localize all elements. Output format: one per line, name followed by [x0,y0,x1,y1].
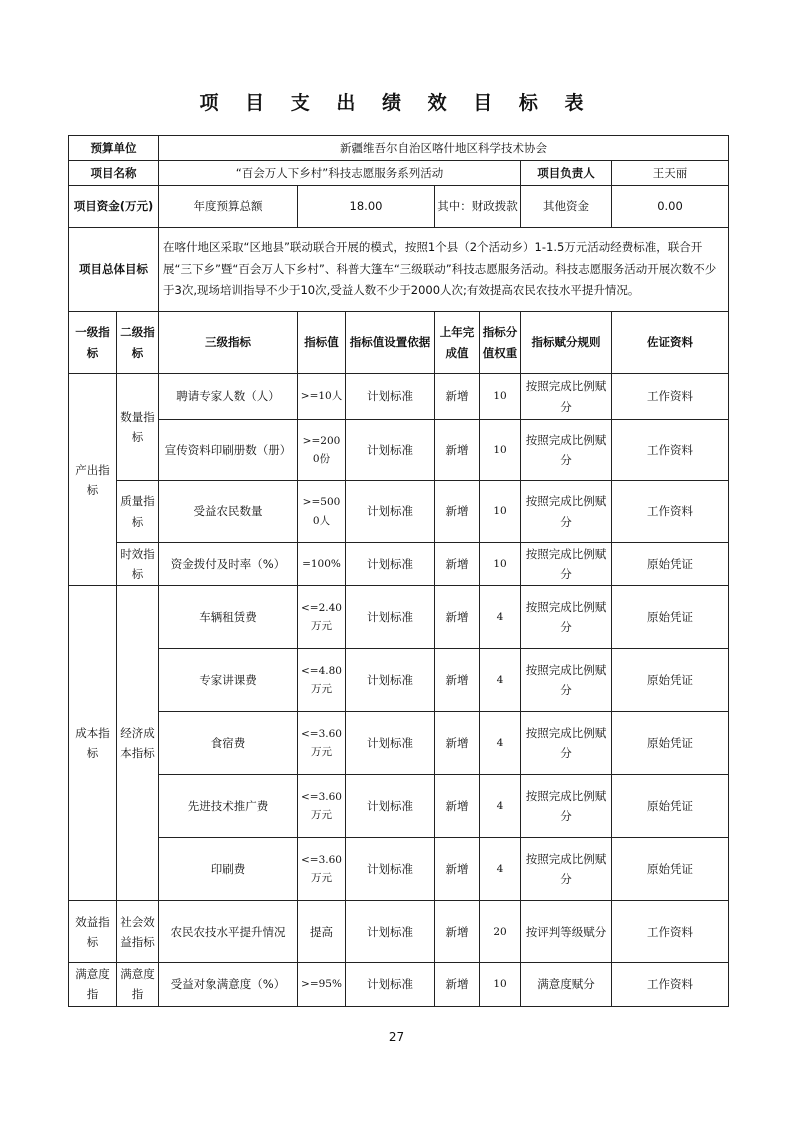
budget-unit-label: 预算单位 [69,136,159,161]
performance-target-table [68,135,729,1007]
indicator-name: 食宿费 [159,712,298,775]
indicator-last: 新增 [435,374,480,420]
indicator-name: 宣传资料印刷册数（册） [159,420,298,481]
indicator-evidence: 原始凭证 [612,775,729,838]
indicator-basis: 计划标准 [346,586,435,649]
indicator-last: 新增 [435,838,480,901]
table-row [69,543,729,586]
indicator-value: >=5000人 [298,481,346,543]
annual-budget-value: 18.00 [298,186,435,228]
overall-goal-label: 项目总体目标 [69,228,159,312]
indicator-rule: 按照完成比例赋分 [521,543,612,586]
level2-satisfaction: 满意度指 [117,963,159,1006]
indicator-weight: 10 [480,374,521,420]
col-header: 二级指标 [117,312,159,374]
page-title: 项 目 支 出 绩 效 目 标 表 [199,92,594,114]
indicator-rule: 按照完成比例赋分 [521,838,612,901]
project-name-value: “百会万人下乡村”科技志愿服务系列活动 [159,161,521,186]
other-funds-label: 其他资金 [521,186,612,228]
level2-timeliness: 时效指标 [117,543,159,586]
indicator-evidence: 工作资料 [612,901,729,963]
indicator-last: 新增 [435,963,480,1006]
annual-budget-label: 年度预算总额 [159,186,298,228]
indicator-weight: 4 [480,586,521,649]
indicator-weight: 4 [480,712,521,775]
indicator-evidence: 原始凭证 [612,649,729,712]
col-header: 指标值 [298,312,346,374]
funds-label: 项目资金(万元) [69,186,159,228]
indicator-rule: 按评判等级赋分 [521,901,612,963]
indicator-rule: 满意度赋分 [521,963,612,1006]
indicator-rule: 按照完成比例赋分 [521,481,612,543]
col-header: 佐证资料 [612,312,729,374]
page-number: 27 [388,1030,405,1044]
indicator-rule: 按照完成比例赋分 [521,420,612,481]
col-header: 上年完成值 [435,312,480,374]
indicator-weight: 10 [480,481,521,543]
column-header-row [69,312,729,374]
indicator-name: 资金拨付及时率（%） [159,543,298,586]
project-lead-value: 王天丽 [612,161,729,186]
indicator-weight: 10 [480,963,521,1006]
indicator-last: 新增 [435,543,480,586]
project-lead-label: 项目负责人 [521,161,612,186]
table-row [69,963,729,1006]
indicator-basis: 计划标准 [346,901,435,963]
indicator-evidence: 原始凭证 [612,586,729,649]
indicator-evidence: 原始凭证 [612,543,729,586]
indicator-basis: 计划标准 [346,712,435,775]
table-row [69,712,729,775]
indicator-last: 新增 [435,420,480,481]
indicator-last: 新增 [435,712,480,775]
indicator-value: <=2.40万元 [298,586,346,649]
indicator-basis: 计划标准 [346,963,435,1006]
indicator-basis: 计划标准 [346,649,435,712]
indicator-last: 新增 [435,649,480,712]
indicator-basis: 计划标准 [346,543,435,586]
indicator-value: >=95% [298,963,346,1006]
indicator-weight: 4 [480,649,521,712]
indicator-last: 新增 [435,775,480,838]
indicator-weight: 10 [480,543,521,586]
indicator-name: 聘请专家人数（人） [159,374,298,420]
table-row [69,901,729,963]
indicator-evidence: 工作资料 [612,963,729,1006]
indicator-name: 受益农民数量 [159,481,298,543]
indicator-value: >=2000份 [298,420,346,481]
fiscal-label: 其中：财政拨款 [435,186,521,228]
other-funds-value: 0.00 [612,186,729,228]
project-name-label: 项目名称 [69,161,159,186]
indicator-weight: 4 [480,775,521,838]
level2-quantity: 数量指标 [117,374,159,481]
indicator-last: 新增 [435,481,480,543]
indicator-rule: 按照完成比例赋分 [521,586,612,649]
indicator-weight: 4 [480,838,521,901]
table-row [69,481,729,543]
indicator-value: <=3.60万元 [298,712,346,775]
table-row [69,374,729,420]
indicator-name: 专家讲课费 [159,649,298,712]
indicator-weight: 20 [480,901,521,963]
col-header: 指标值设置依据 [346,312,435,374]
level1-benefit: 效益指标 [69,901,117,963]
indicator-basis: 计划标准 [346,420,435,481]
indicator-rule: 按照完成比例赋分 [521,374,612,420]
indicator-rule: 按照完成比例赋分 [521,775,612,838]
indicator-name: 受益对象满意度（%） [159,963,298,1006]
level2-quality: 质量指标 [117,481,159,543]
level2-economic-cost: 经济成本指标 [117,586,159,901]
budget-unit-value: 新疆维吾尔自治区喀什地区科学技术协会 [159,136,729,161]
indicator-evidence: 工作资料 [612,420,729,481]
indicator-weight: 10 [480,420,521,481]
col-header: 指标分值权重 [480,312,521,374]
indicator-last: 新增 [435,586,480,649]
indicator-basis: 计划标准 [346,481,435,543]
indicator-evidence: 原始凭证 [612,838,729,901]
indicator-evidence: 工作资料 [612,374,729,420]
indicator-basis: 计划标准 [346,838,435,901]
overall-goal-text: 在喀什地区采取“区地县”联动联合开展的模式，按照1个县（2个活动乡）1-1.5万元活动经费标准，联合开展“三下乡”暨“百会万人下乡村”、科普大篷车“三级联动”科技志愿服务活动。科技志愿服务活动开展次数不少于3次,现场培训指导不少于10次,受益人数不少于2000人次;有效提高农民农技水平提升情况。 [159,228,729,312]
indicator-basis: 计划标准 [346,775,435,838]
table-row [69,420,729,481]
indicator-name: 印刷费 [159,838,298,901]
indicator-value: =100% [298,543,346,586]
indicator-rule: 按照完成比例赋分 [521,649,612,712]
indicator-value: <=4.80万元 [298,649,346,712]
table-row [69,775,729,838]
level1-output: 产出指标 [69,374,117,586]
indicator-value: <=3.60万元 [298,775,346,838]
table-row [69,649,729,712]
indicator-name: 车辆租赁费 [159,586,298,649]
indicator-name: 农民农技水平提升情况 [159,901,298,963]
indicator-value: 提高 [298,901,346,963]
table-row [69,838,729,901]
col-header: 指标赋分规则 [521,312,612,374]
indicator-evidence: 工作资料 [612,481,729,543]
level1-satisfaction: 满意度指 [69,963,117,1006]
indicator-rule: 按照完成比例赋分 [521,712,612,775]
level1-cost: 成本指标 [69,586,117,901]
col-header: 一级指标 [69,312,117,374]
indicator-name: 先进技术推广费 [159,775,298,838]
indicator-basis: 计划标准 [346,374,435,420]
table-row [69,586,729,649]
indicator-value: >=10人 [298,374,346,420]
indicator-evidence: 原始凭证 [612,712,729,775]
col-header: 三级指标 [159,312,298,374]
level2-social-benefit: 社会效益指标 [117,901,159,963]
indicator-value: <=3.60万元 [298,838,346,901]
indicator-last: 新增 [435,901,480,963]
